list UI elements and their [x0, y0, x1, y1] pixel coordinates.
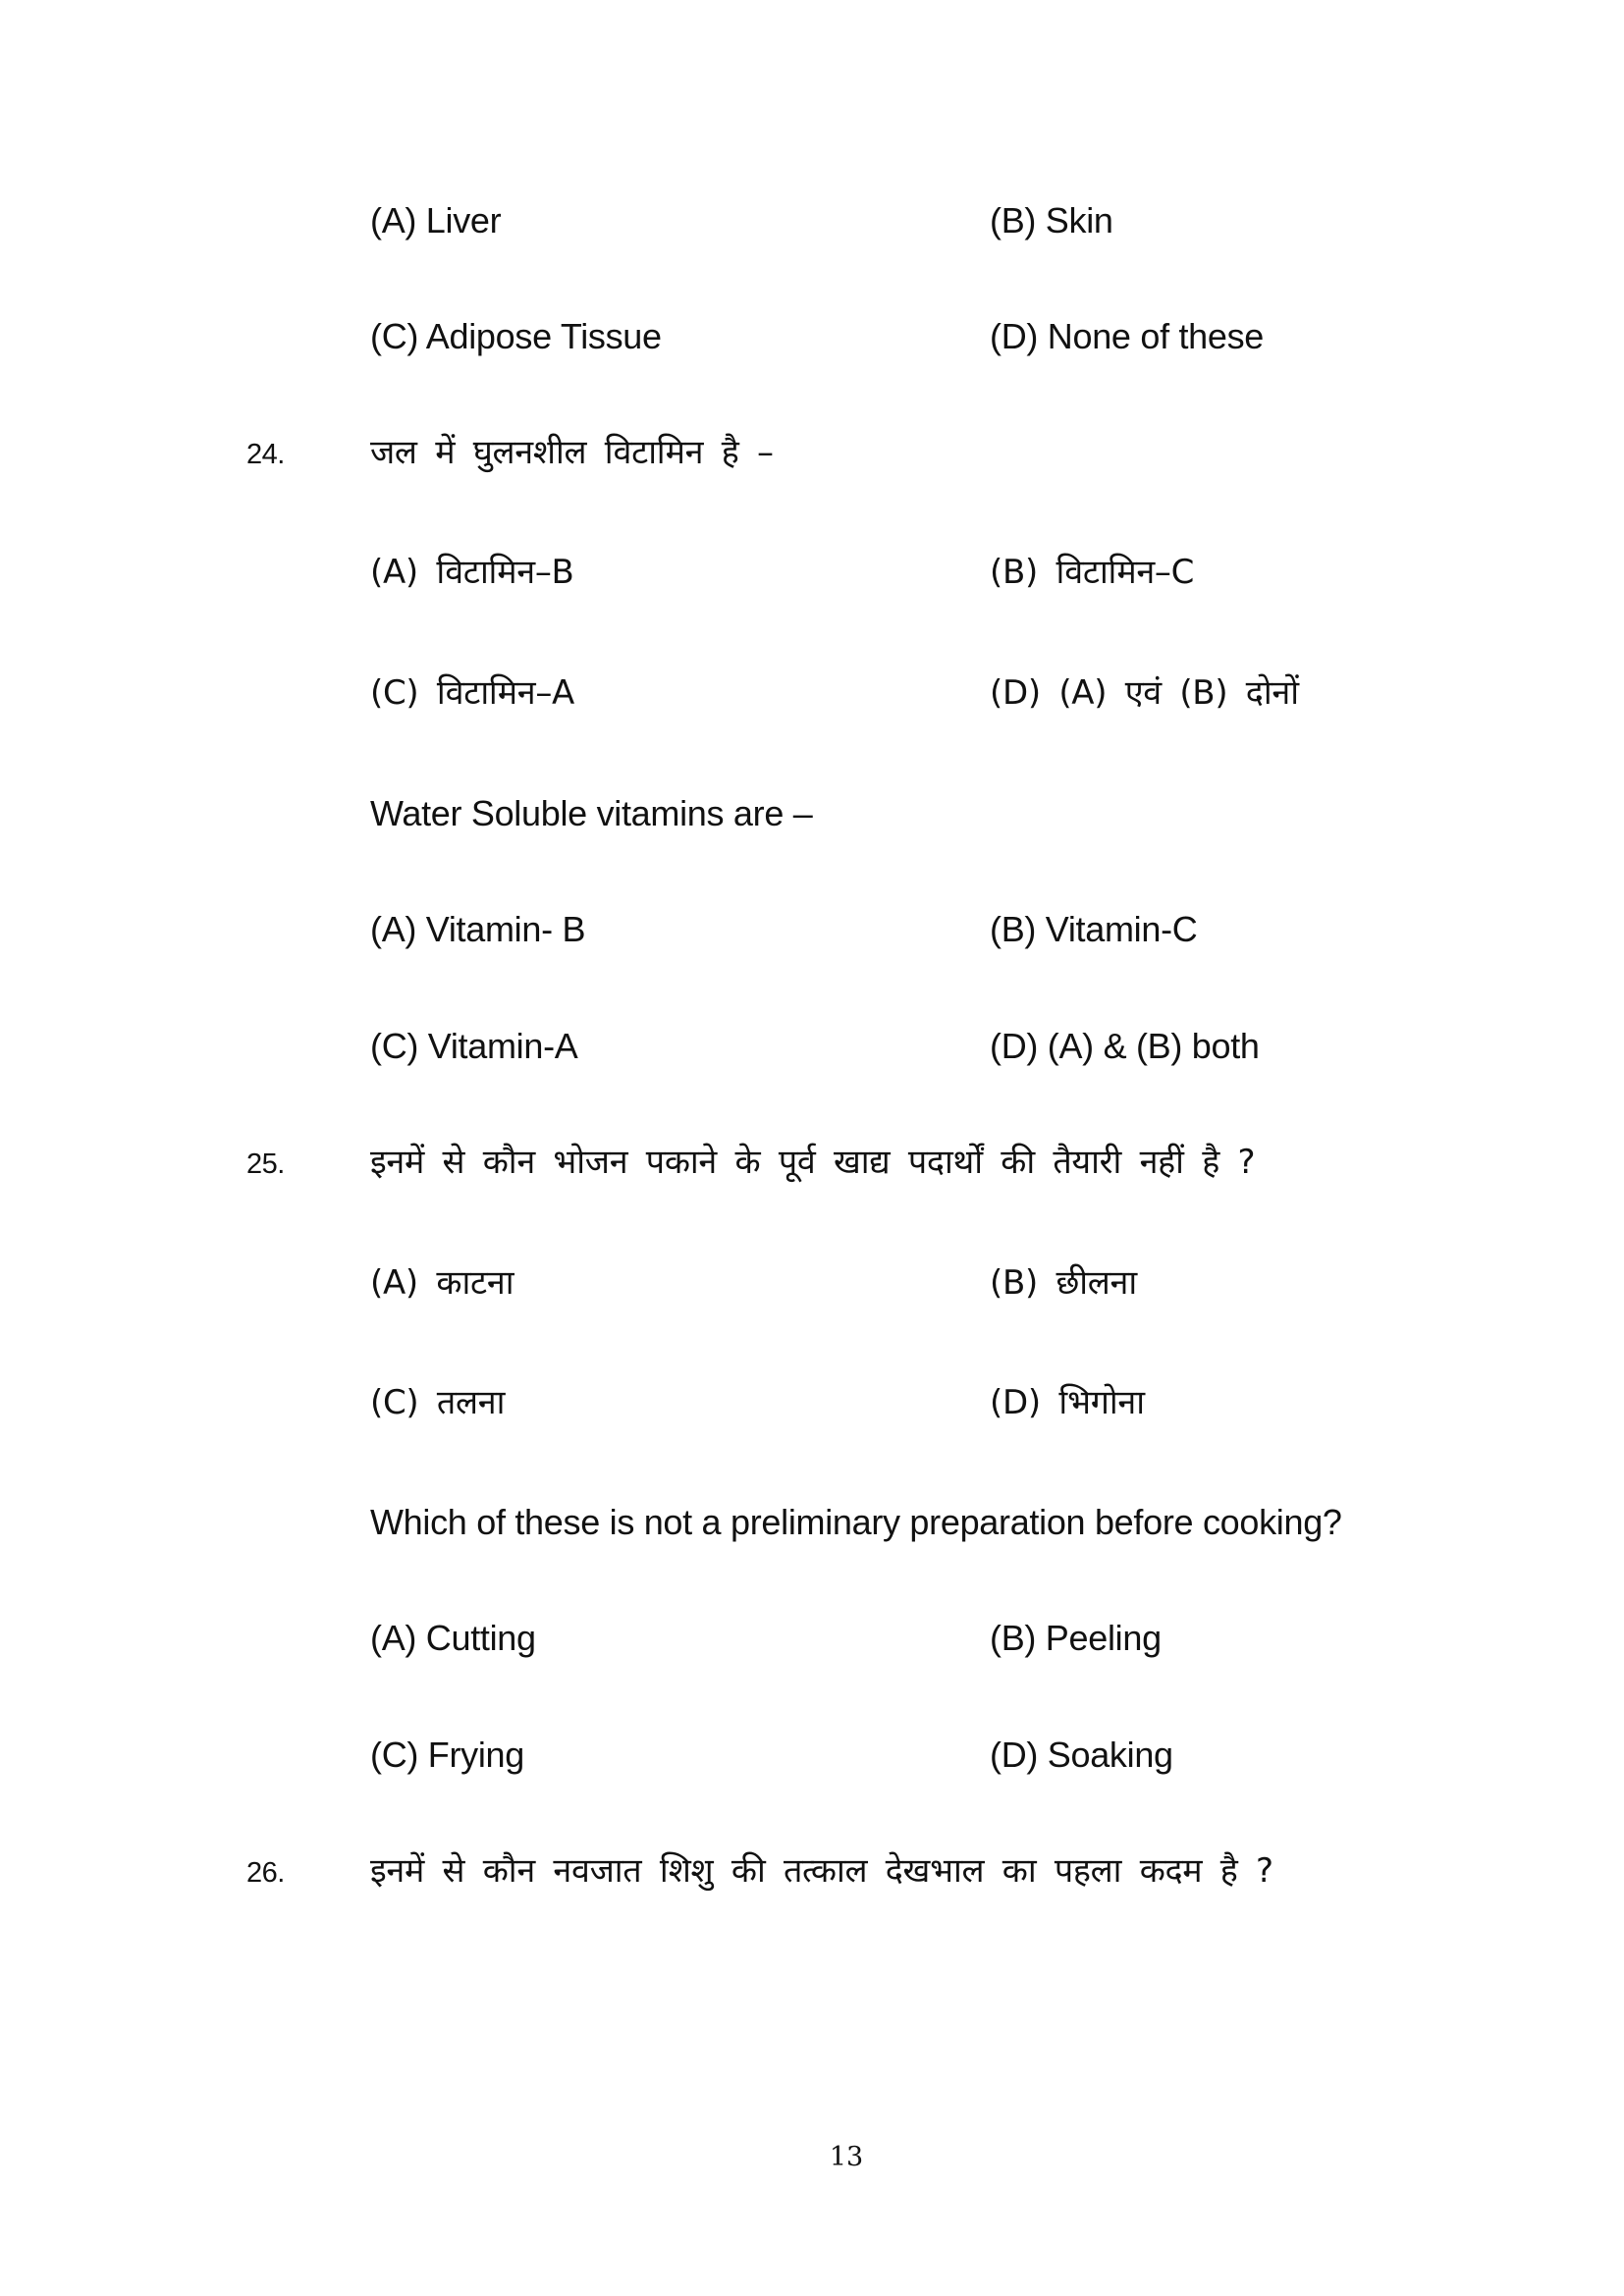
q24-option-c-hindi: (C) विटामिन–A — [370, 673, 574, 713]
q25-option-d-hindi: (D) भिगोना — [990, 1383, 1145, 1422]
q26-number: 26. — [246, 1857, 285, 1889]
q24-option-a: (A) Vitamin- B — [370, 909, 586, 949]
q25-option-c-hindi: (C) तलना — [370, 1383, 506, 1422]
page-number: 13 — [829, 2142, 864, 2172]
q24-question-hindi: जल में घुलनशील विटामिन है – — [370, 433, 774, 472]
q24-option-c: (C) Vitamin-A — [370, 1026, 578, 1066]
q26-question-hindi: इनमें से कौन नवजात शिशु की तत्काल देखभाल का पहला कदम है ? — [370, 1851, 1273, 1891]
q25-option-a: (A) Cutting — [370, 1618, 536, 1658]
q23-option-d: (D) None of these — [990, 316, 1265, 356]
q24-option-d: (D) (A) & (B) both — [990, 1026, 1260, 1066]
q23-option-a: (A) Liver — [370, 200, 502, 240]
q24-option-b-hindi: (B) विटामिन–C — [990, 553, 1195, 592]
q25-option-d: (D) Soaking — [990, 1735, 1173, 1775]
q24-option-b: (B) Vitamin-C — [990, 909, 1198, 949]
q23-option-b: (B) Skin — [990, 200, 1113, 240]
q25-question-english: Which of these is not a preliminary preparation before cooking? — [370, 1502, 1342, 1542]
q25-option-b: (B) Peeling — [990, 1618, 1162, 1658]
q25-question-hindi: इनमें से कौन भोजन पकाने के पूर्व खाद्य पदार्थों की तैयारी नहीं है ? — [370, 1143, 1256, 1182]
q24-question-english: Water Soluble vitamins are – — [370, 793, 813, 833]
q24-option-a-hindi: (A) विटामिन–B — [370, 553, 574, 592]
q25-option-a-hindi: (A) काटना — [370, 1263, 514, 1303]
q25-number: 25. — [246, 1148, 285, 1180]
q23-option-c: (C) Adipose Tissue — [370, 316, 662, 356]
q24-number: 24. — [246, 439, 285, 470]
q25-option-c: (C) Frying — [370, 1735, 524, 1775]
q24-option-d-hindi: (D) (A) एवं (B) दोनों — [990, 673, 1299, 713]
q25-option-b-hindi: (B) छीलना — [990, 1263, 1137, 1303]
